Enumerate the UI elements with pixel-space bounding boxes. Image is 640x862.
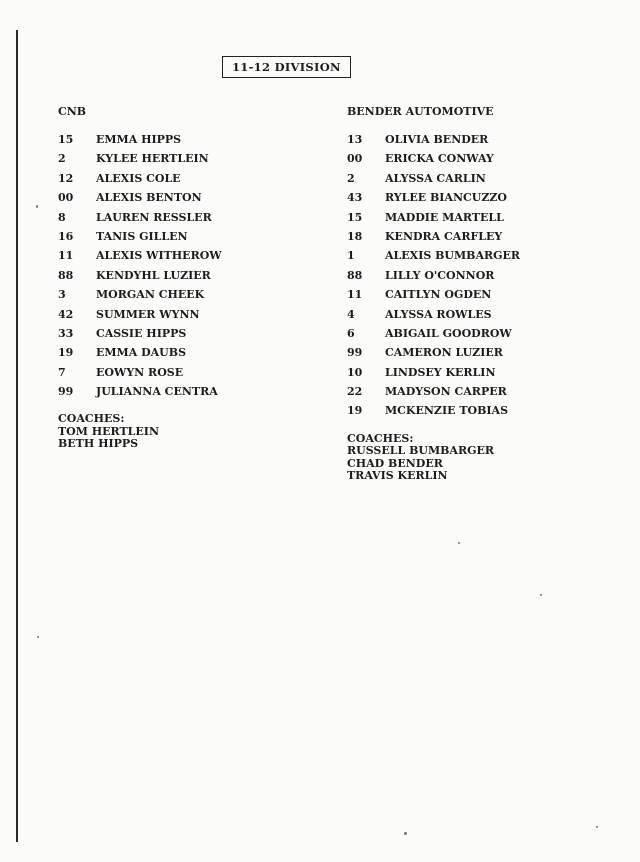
player-name: SUMMER WYNN <box>96 307 200 321</box>
jersey-number: 19 <box>58 346 74 360</box>
coach-name: TRAVIS KERLIN <box>347 469 448 483</box>
player-name: CAMERON LUZIER <box>385 346 503 360</box>
jersey-number: 1 <box>347 249 355 263</box>
player-name: ALEXIS COLE <box>96 171 181 185</box>
jersey-number: 00 <box>347 152 363 166</box>
player-row <box>58 169 298 188</box>
player-row <box>347 188 607 207</box>
player-name: MORGAN CHEEK <box>96 288 205 302</box>
player-row <box>58 149 298 168</box>
player-row <box>58 266 298 285</box>
team-name: CNB <box>58 105 87 118</box>
player-name: LILLY O'CONNOR <box>385 268 495 282</box>
coaches-block <box>58 413 298 451</box>
team-bender-automotive <box>347 104 607 483</box>
roster <box>58 130 298 401</box>
player-row <box>347 382 607 401</box>
player-name: ALYSSA ROWLES <box>385 307 492 321</box>
coach-name: BETH HIPPS <box>58 437 139 451</box>
player-row <box>58 208 298 227</box>
jersey-number: 16 <box>58 229 74 243</box>
player-row <box>347 285 607 304</box>
jersey-number: 99 <box>58 385 74 399</box>
player-name: KENDRA CARFLEY <box>385 229 503 243</box>
jersey-number: 4 <box>347 307 355 321</box>
player-row <box>58 382 298 401</box>
scan-speck <box>596 826 598 828</box>
player-name: KENDYHL LUZIER <box>96 268 211 282</box>
player-row <box>347 208 607 227</box>
player-name: LAUREN RESSLER <box>96 210 212 224</box>
player-row <box>58 227 298 246</box>
player-row <box>58 324 298 343</box>
player-name: EOWYN ROSE <box>96 365 184 379</box>
coaches-block <box>347 433 607 483</box>
jersey-number: 11 <box>347 288 363 302</box>
team-name: BENDER AUTOMOTIVE <box>347 105 494 118</box>
player-name: ALEXIS BUMBARGER <box>385 249 521 263</box>
player-row <box>58 305 298 324</box>
player-name: MADYSON CARPER <box>385 385 507 399</box>
scan-speck <box>37 636 39 638</box>
player-name: ERICKA CONWAY <box>385 152 494 166</box>
player-name: EMMA DAUBS <box>96 346 187 360</box>
player-name: EMMA HIPPS <box>96 133 182 146</box>
player-row <box>347 266 607 285</box>
player-name: ALEXIS WITHEROW <box>96 249 222 263</box>
player-row <box>58 188 298 207</box>
roster <box>347 130 607 421</box>
jersey-number: 3 <box>58 288 66 302</box>
player-row <box>347 169 607 188</box>
player-row <box>58 343 298 362</box>
jersey-number: 88 <box>58 268 74 282</box>
jersey-number: 19 <box>347 404 363 418</box>
player-row <box>347 305 607 324</box>
coach-name: RUSSELL BUMBARGER <box>347 444 495 458</box>
player-name: JULIANNA CENTRA <box>96 385 218 399</box>
jersey-number: 15 <box>58 133 74 146</box>
player-name: TANIS GILLEN <box>96 229 188 243</box>
player-name: MADDIE MARTELL <box>385 210 504 224</box>
player-row <box>347 343 607 362</box>
player-row <box>347 363 607 382</box>
jersey-number: 42 <box>58 307 74 321</box>
jersey-number: 8 <box>58 210 66 224</box>
player-name: ALYSSA CARLIN <box>385 171 486 185</box>
player-name: ALEXIS BENTON <box>96 191 202 205</box>
jersey-number: 12 <box>58 171 74 185</box>
jersey-number: 43 <box>347 191 363 205</box>
scan-speck <box>540 594 542 596</box>
player-row <box>347 130 607 149</box>
player-name: KYLEE HERTLEIN <box>96 152 209 166</box>
division-title: 11-12 DIVISION <box>222 56 351 78</box>
jersey-number: 88 <box>347 268 363 282</box>
team-cnb <box>58 104 298 451</box>
jersey-number: 18 <box>347 229 363 243</box>
jersey-number: 22 <box>347 385 363 399</box>
scan-speck <box>36 205 38 208</box>
jersey-number: 99 <box>347 346 363 360</box>
player-name: CAITLYN OGDEN <box>385 288 492 302</box>
player-row <box>58 246 298 265</box>
coaches-heading: COACHES: <box>347 431 414 445</box>
player-name: LINDSEY KERLIN <box>385 365 496 379</box>
player-row <box>347 149 607 168</box>
jersey-number: 7 <box>58 365 66 379</box>
player-name: ABIGAIL GOODROW <box>385 326 512 340</box>
player-row <box>58 363 298 382</box>
jersey-number: 6 <box>347 326 355 340</box>
jersey-number: 2 <box>347 171 355 185</box>
player-name: RYLEE BIANCUZZO <box>385 191 508 205</box>
coaches-heading: COACHES: <box>58 412 125 426</box>
jersey-number: 2 <box>58 152 66 166</box>
jersey-number: 13 <box>347 133 363 146</box>
jersey-number: 33 <box>58 326 74 340</box>
player-row <box>347 246 607 265</box>
coach-name: CHAD BENDER <box>347 456 443 470</box>
scan-speck <box>458 542 460 544</box>
player-name: CASSIE HIPPS <box>96 326 187 340</box>
player-row <box>347 227 607 246</box>
player-row <box>347 401 607 420</box>
jersey-number: 11 <box>58 249 74 263</box>
coach-name: TOM HERTLEIN <box>58 424 160 438</box>
player-row <box>58 285 298 304</box>
scan-speck <box>404 832 407 835</box>
player-row <box>347 324 607 343</box>
player-name: MCKENZIE TOBIAS <box>385 404 509 418</box>
jersey-number: 15 <box>347 210 363 224</box>
jersey-number: 10 <box>347 365 363 379</box>
jersey-number: 00 <box>58 191 74 205</box>
player-row <box>58 130 298 149</box>
player-name: OLIVIA BENDER <box>385 133 489 146</box>
page-left-edge <box>16 30 18 842</box>
